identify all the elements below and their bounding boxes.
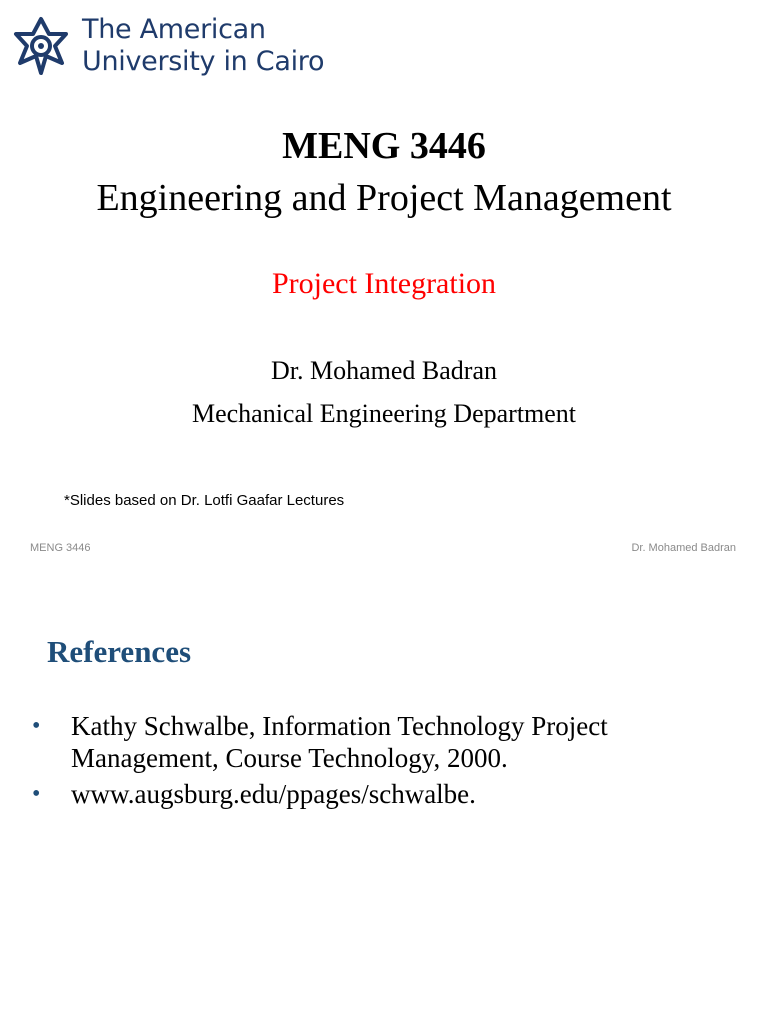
logo-wordmark (82, 14, 324, 78)
references-slide (0, 576, 768, 1024)
reference-item (30, 710, 730, 774)
bullet-icon: • (32, 713, 41, 739)
course-code: MENG 3446 (282, 125, 486, 167)
footer-course-code: MENG 3446 (30, 542, 91, 554)
credit-note: *Slides based on Dr. Lotfi Gaafar Lectures (64, 492, 345, 509)
footer-instructor: Dr. Mohamed Badran (631, 542, 736, 554)
department-name: Mechanical Engineering Department (191, 399, 577, 428)
reference-item (30, 778, 730, 810)
university-logo (10, 14, 324, 78)
reference-link[interactable]: www.augsburg.edu/ppages/schwalbe. (71, 779, 476, 809)
instructor-name: Dr. Mohamed Badran (270, 356, 497, 385)
references-list (30, 710, 730, 814)
bullet-icon: • (32, 781, 41, 807)
course-title: Engineering and Project Management (96, 177, 672, 219)
reference-text: Kathy Schwalbe, Information Technology Project Management, Course Technology, 2000. (71, 711, 608, 773)
logo-line-2: University in Cairo (82, 46, 325, 77)
lecture-title: Project Integration (271, 267, 497, 300)
references-heading: References (47, 634, 192, 669)
auc-emblem-icon (10, 15, 72, 77)
logo-line-1: The American (82, 14, 266, 45)
